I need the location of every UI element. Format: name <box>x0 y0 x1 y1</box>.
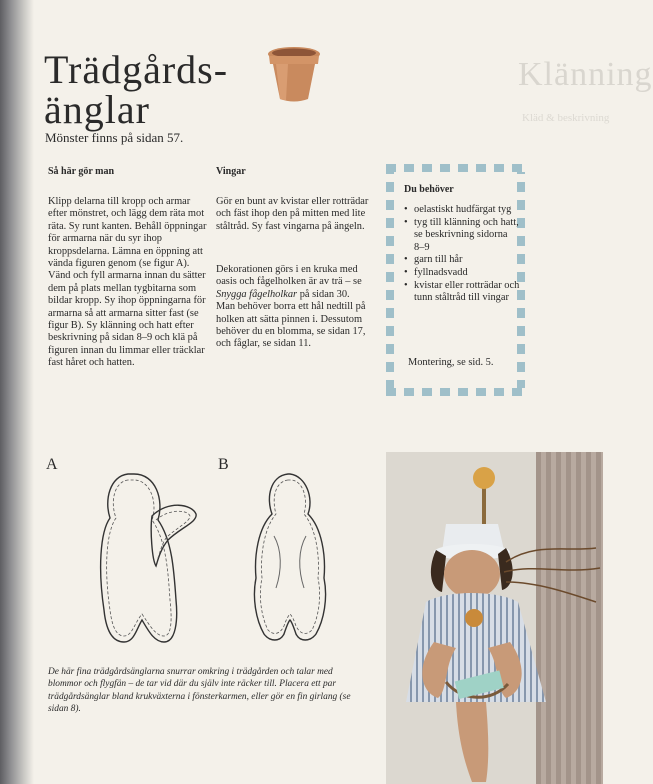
materials-box <box>386 164 525 396</box>
assembly-note: Montering, se sid. 5. <box>408 357 494 368</box>
figure-a-seam-line <box>107 480 171 636</box>
howto-heading: Så här gör man <box>48 166 115 177</box>
wings-text-2-end: på sidan 30. Man behöver borra ett hål nedtill på holken att sätta pinnen i. Dessutom behöver du en blomma, se sidan 17, och fåglar, se sidan 11. <box>216 288 366 350</box>
wings-text-2 <box>216 264 371 351</box>
figure-a-label: A <box>46 456 58 473</box>
materials-item: • kvistar eller rotträdar och tunn ståltråd till vingar <box>404 280 520 305</box>
figure-b-body-outline <box>254 474 325 640</box>
bleed-through-subtitle: Kläd & beskrivning <box>522 112 610 124</box>
wings-text-1: Gör en bunt av kvistar eller rotträdar och fäst ihop den på mitten med lite ståltråd. Sy fast vingarna på ängeln. <box>216 196 369 232</box>
materials-box-inner <box>398 176 520 384</box>
materials-item: • oelastiskt hudfärgat tyg <box>404 204 520 217</box>
materials-title: Du behöver <box>404 184 454 195</box>
materials-item: • garn till hår <box>404 254 520 267</box>
pattern-reference: Mönster finns på sidan 57. <box>45 130 184 145</box>
wings-text-2-italic: Snygga fågelholkar <box>216 288 298 300</box>
curtain-background <box>536 452 603 784</box>
page-title <box>44 47 274 132</box>
angel-face <box>444 550 500 598</box>
photo-caption: De här fina trädgårdsänglarna snurrar omkring i trädgården och talar med blommor och flygfän – de tar vid där du själv inte räcker till. Placera ett par trädgårdsänglar bland krukväxterna i fönsterkarmen, eller gör en fin girlang (se sidan 8). <box>48 667 351 715</box>
wings-text-2-start: Dekorationen görs i en kruka med oasis och fågelholken är av trä – se <box>216 264 362 288</box>
howto-text: Klipp delarna till kropp och armar efter mönstret, och lägg dem räta mot räta. Sy runt kanten. Behåll öppningar för armarna när du syr ihop kroppsdelarna. Lämna en öppning att vända figuren genom (se figur A). Vänd och fyll armarna innan du sätter dem på plats mellan tygbitarna som bildar kropp. Sy ihop öppningarna för armarna så att armarna sitter fast (se figur B). Sy klänning och hatt efter beskrivning på sidan 8–9 och klä på figuren innan du limmar eller träcklar fast håret och hatten. <box>48 196 207 369</box>
figure-b-label: B <box>218 456 229 473</box>
angel-photo <box>386 452 603 784</box>
materials-list <box>404 204 520 305</box>
figure-a-pattern <box>94 470 204 650</box>
dress-button <box>465 609 483 627</box>
figure-b-right-arm-line <box>300 536 306 588</box>
materials-item: • tyg till klänning och hatt, se beskrivning sidorna 8–9 <box>404 217 520 255</box>
bleed-through-title: Klänning <box>518 56 653 93</box>
materials-item: • fyllnadsvadd <box>404 267 520 280</box>
wings-heading: Vingar <box>216 166 246 177</box>
title-line-1: Trädgårds- <box>44 47 229 92</box>
figure-b-left-arm-line <box>274 536 280 588</box>
book-spine-shadow <box>0 0 34 784</box>
figure-b-pattern <box>244 470 334 650</box>
stick-knob <box>473 467 495 489</box>
title-line-2: änglar <box>44 87 150 132</box>
figure-a-body-outline <box>101 474 177 642</box>
flower-pot-icon <box>266 44 322 104</box>
